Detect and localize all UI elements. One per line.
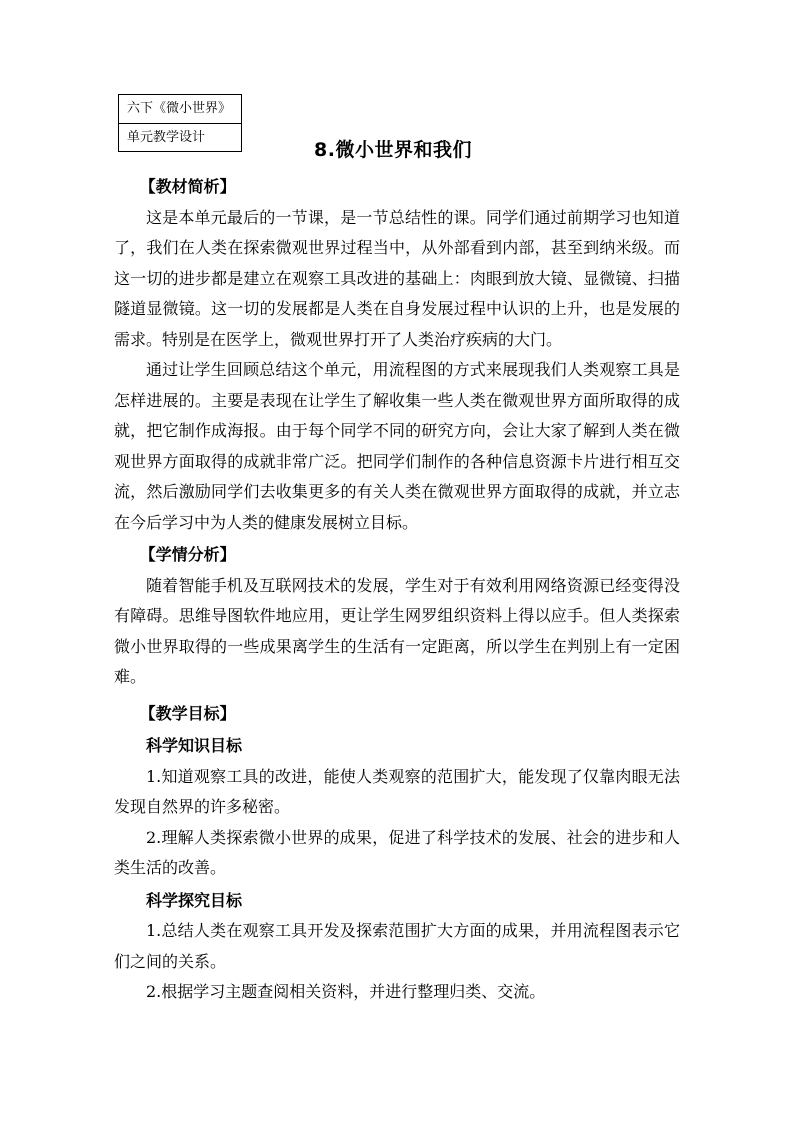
paragraph-textbook-2: 通过让学生回顾总结这个单元，用流程图的方式来展现我们人类观察工具是怎样进展的。主要是表现在让学生了解收集一些人类在微观世界方面所取得的成就，把它制作成海报。由于每个同学不同的研究方向，会让大家了解到人类在微观世界方面取得的成就非常广泛。把同学们制作的各种信息资源卡片进行相互交流，然后激励同学们去收集更多的有关人类在微观世界方面取得的成就，并立志在今后学习中为人类的健康发展树立目标。 <box>114 360 680 532</box>
subheading-knowledge: 科学知识目标 <box>146 736 243 755</box>
paragraph-students-1: 随着智能手机及互联网技术的发展，学生对于有效利用网络资源已经变得没有障碍。思维导图软件地应用，更让学生网罗组织资料上得以应手。但人类探索微小世界取得的一些成果离学生的生活有一定距离，所以学生在判别上有一定困难。 <box>114 575 680 686</box>
section-heading-goals: 【教学目标】 <box>139 703 236 723</box>
section-heading-students: 【学情分析】 <box>139 545 236 564</box>
goal-inquiry-1: 1.总结人类在观察工具开发及探索范围扩大方面的成果，并用流程图表示它们之间的关系。 <box>114 921 680 971</box>
subheading-inquiry: 科学探究目标 <box>146 890 243 910</box>
goal-knowledge-2: 2.理解人类探索微小世界的成果，促进了科学技术的发展、社会的进步和人类生活的改善。 <box>114 827 680 877</box>
lesson-title: 8.微小世界和我们 <box>314 139 472 161</box>
goal-knowledge-1: 1.知道观察工具的改进，能使人类观察的范围扩大，能发现了仅靠肉眼无法发现自然界的许多秘密。 <box>114 766 680 816</box>
document-body <box>114 170 680 1008</box>
unit-label-line2: 单元教学设计 <box>119 123 241 152</box>
section-heading-textbook: 【教材简析】 <box>139 177 236 196</box>
unit-label-box <box>118 94 242 152</box>
paragraph-textbook-1: 这是本单元最后的一节课，是一节总结性的课。同学们通过前期学习也知道了，我们在人类在探索微观世界过程当中，从外部看到内部，甚至到纳米级。而这一切的进步都是建立在观察工具改进的基础上：肉眼到放大镜、显微镜、扫描隧道显微镜。这一切的发展都是人类在自身发展过程中认识的上升，也是发展的需求。特别是在医学上，微观世界打开了人类治疗疾病的大门。 <box>114 207 680 349</box>
unit-label-line1: 六下《微小世界》 <box>127 101 232 116</box>
goal-inquiry-2: 2.根据学习主题查阅相关资料，并进行整理归类、交流。 <box>146 982 546 1001</box>
